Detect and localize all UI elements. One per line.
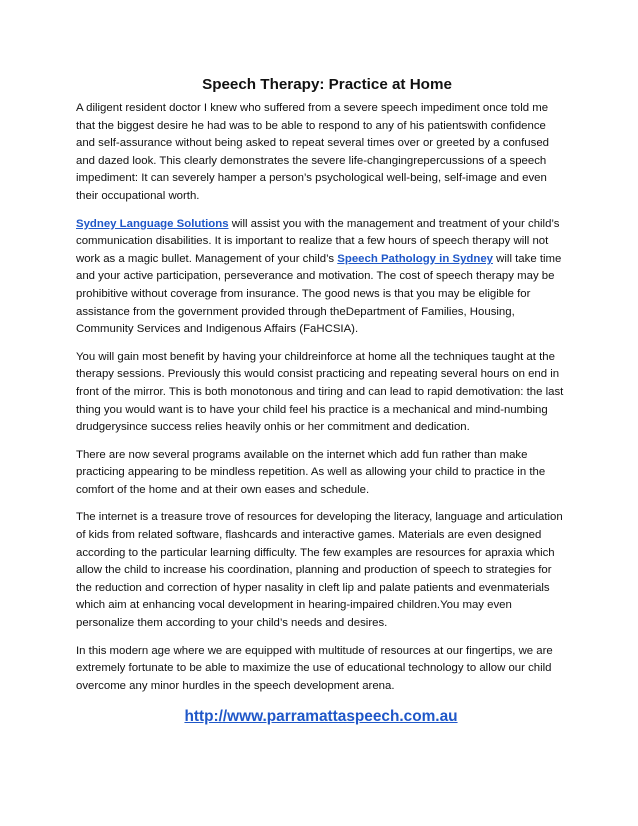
- paragraph-5: The internet is a treasure trove of resources for developing the literacy, language and articulation of kids from related software, flashcards and interactive games. Materials are even designed according to the particular learning difficulty. The few examples are resources for apraxia which allow the child to increase his coordination, planning and production of speech to strategies for the reduction and correction of hyper nasality in cleft lip and palate patients and evenmaterials which aim at enhancing vocal development in hearing-impaired children.You may even personalize them according to your child’s needs and desires.: [76, 511, 563, 630]
- document-page: [76, 76, 566, 727]
- paragraph-2-text-a: will assist you with the management and treatment of your child’s communication disabilities. It is important to realize that a few hours of speech therapy will not work as a magic bullet. Management of your child’s: [76, 217, 560, 265]
- paragraph-4: There are now several programs available on the internet which add fun rather than make practicing appearing to be mindless repetition. As well as allowing your child to practice in the comfort of the home and at their own eases and schedule.: [76, 448, 546, 496]
- sydney-language-solutions-link[interactable]: Sydney Language Solutions: [76, 217, 229, 230]
- paragraph-2-text-b: will take time and your active participation, perseverance and motivation. The cost of speech therapy may be prohibitive without coverage from insurance. The good news is that you may be eligible for assistance from the government provided through theDepartment of Families, Housing, Community Services and Indigenous Affairs (FaHCSIA).: [76, 252, 562, 336]
- speech-pathology-sydney-link[interactable]: Speech Pathology in Sydney: [337, 252, 493, 265]
- paragraph-1: A diligent resident doctor I knew who suffered from a severe speech impediment once told me that the biggest desire he had was to be able to respond to any of his patientswith confidence and self-assurance without being asked to repeat several times over or greeted by a confused and dazed look. This clearly demonstrates the severe life-changingrepercussions of a speech impediment: It can severely hamper a person’s psychological well-being, self-image and even their occupational worth.: [76, 102, 549, 202]
- paragraph-2: [76, 216, 566, 339]
- document-title: Speech Therapy: Practice at Home: [202, 76, 452, 93]
- website-url-link[interactable]: http://www.parramattaspeech.com.au: [184, 708, 458, 726]
- footer-link-container: [76, 707, 566, 727]
- paragraph-3: You will gain most benefit by having your childreinforce at home all the techniques taught at the therapy sessions. Previously this would consist practicing and repeating several hours on end in front of the mirror. This is both monotonous and tiring and can lead to rapid demotivation: the last thing you would want is to have your child feel his practice is a mechanical and mind-numbing drudgerysince success relies heavily onhis or her commitment and dedication.: [76, 350, 564, 434]
- paragraph-6: In this modern age where we are equipped with multitude of resources at our fingertips, we are extremely fortunate to be able to maximize the use of educational technology to allow our child overcome any minor hurdles in the speech development arena.: [76, 644, 553, 692]
